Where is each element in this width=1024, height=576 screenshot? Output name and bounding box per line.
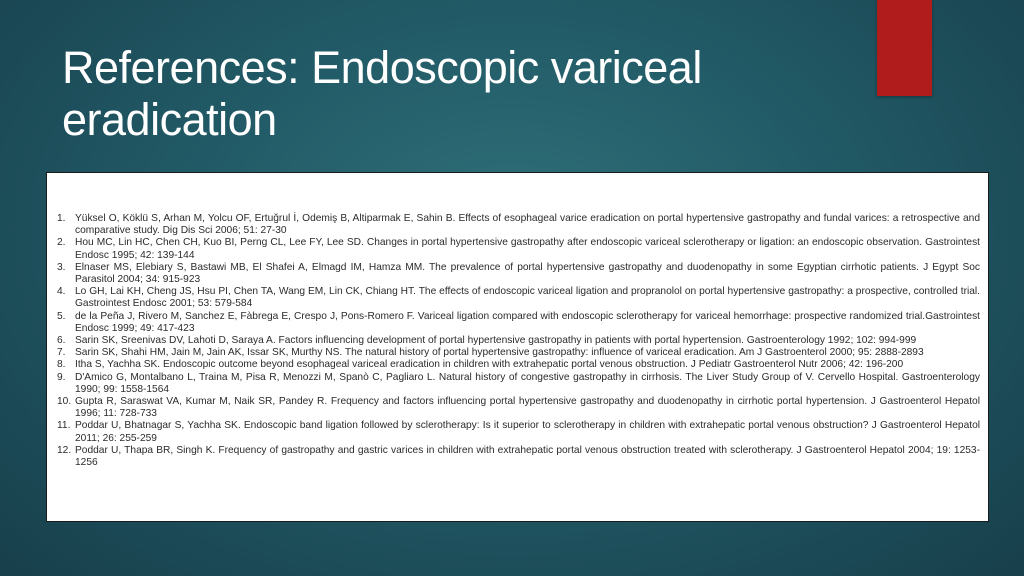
reference-number: 6. — [57, 335, 66, 347]
reference-text: Yüksel O, Köklü S, Arhan M, Yolcu OF, Ertuğrul İ, Odemiş B, Altiparmak E, Sahin B. Effects of esophageal varice eradication on portal hypertensive gastropathy and fundal varices: a retrospective and comparative study. Dig Dis Sci 2006; 51: 27-30 — [75, 213, 980, 237]
reference-text: D'Amico G, Montalbano L, Traina M, Pisa R, Menozzi M, Spanò C, Pagliaro L. Natural history of congestive gastropathy in cirrhosis. The Liver Study Group of V. Cervello Hospital. Gastroenterology 1990; 99: 1558-1564 — [75, 371, 980, 395]
reference-number: 1. — [57, 213, 66, 224]
reference-text: Elnaser MS, Elebiary S, Bastawi MB, El Shafei A, Elmagd IM, Hamza MM. The prevalence of portal hypertensive gastropathy and duodenopathy in some Egyptian cirrhotic patients. J Egypt Soc Parasitol 2004; 34: 915-923 — [75, 261, 980, 286]
title-line-2: eradication — [62, 94, 277, 145]
reference-number: 10. — [57, 396, 72, 408]
reference-text: Lo GH, Lai KH, Cheng JS, Hsu PI, Chen TA, Wang EM, Lin CK, Chiang HT. The effects of endoscopic variceal ligation and propranolol on portal hypertensive gastropathy: a prospective, controlled trial. Gastrointest Endosc 2001; 53: 579-584 — [75, 286, 980, 310]
reference-number: 7. — [57, 347, 66, 359]
reference-text: Gupta R, Saraswat VA, Kumar M, Naik SR, Pandey R. Frequency and factors influencing portal hypertensive gastropathy and duodenopathy in cirrhotic portal hypertension. J Gastroenterol Hepatol 1996; 11: 728-733 — [75, 396, 980, 420]
reference-item — [57, 237, 980, 261]
reference-text: de la Peña J, Rivero M, Sanchez E, Fàbrega E, Crespo J, Pons-Romero F. Variceal ligation compared with endoscopic sclerotherapy for variceal hemorrhage: prospective randomized trial.Gastrointest Endosc 1999; 49: 417-423 — [75, 310, 980, 334]
reference-number: 8. — [57, 359, 66, 371]
title-line-1: References: Endoscopic variceal — [62, 42, 702, 93]
reference-number: 3. — [57, 261, 66, 273]
reference-text: Sarin SK, Shahi HM, Jain M, Jain AK, Issar SK, Murthy NS. The natural history of portal hypertensive gastropathy: influence of variceal eradication. Am J Gastroenterol 2000; 95: 2888-2893 — [75, 347, 924, 359]
reference-number: 11. — [57, 420, 71, 432]
reference-text: Poddar U, Thapa BR, Singh K. Frequency of gastropathy and gastric varices in children with extrahepatic portal venous obstruction treated with sclerotherapy. J Gastroenterol Hepatol 2004; 19: 1253-1256 — [75, 444, 980, 469]
reference-item — [57, 262, 980, 286]
reference-item — [57, 213, 980, 237]
reference-text: Sarin SK, Sreenivas DV, Lahoti D, Saraya A. Factors influencing development of portal hypertensive gastropathy in patients with portal hypertension. Gastroenterology 1992; 102: 994-999 — [75, 335, 917, 347]
references-box — [46, 172, 989, 522]
reference-item — [57, 286, 980, 310]
reference-number: 4. — [57, 286, 66, 298]
reference-number: 9. — [57, 371, 66, 383]
reference-item — [57, 445, 980, 469]
reference-text: Hou MC, Lin HC, Chen CH, Kuo BI, Perng CL, Lee FY, Lee SD. Changes in portal hypertensive gastropathy after endoscopic variceal sclerotherapy or ligation: an endoscopic observation. Gastrointest Endosc 1995; 42: 139-144 — [75, 237, 980, 261]
reference-item — [57, 359, 980, 371]
reference-item — [57, 335, 980, 347]
slide-title — [62, 42, 842, 146]
reference-text: Itha S, Yachha SK. Endoscopic outcome beyond esophageal variceal eradication in children with extrahepatic portal venous obstruction. J Pediatr Gastroenterol Nutr 2006; 42: 196-200 — [75, 359, 904, 371]
reference-item — [57, 372, 980, 396]
reference-item — [57, 396, 980, 420]
references-list — [57, 213, 980, 469]
reference-number: 5. — [57, 310, 66, 322]
accent-bar — [877, 0, 932, 96]
reference-number: 12. — [57, 444, 72, 456]
reference-item — [57, 311, 980, 335]
reference-item — [57, 347, 980, 359]
reference-number: 2. — [57, 237, 66, 249]
reference-text: Poddar U, Bhatnagar S, Yachha SK. Endoscopic band ligation followed by sclerotherapy: Is it superior to sclerotherapy in children with extrahepatic portal venous obstruction? J Gastroenterol Hepatol 2011; 26: 255-259 — [75, 420, 980, 444]
reference-item — [57, 420, 980, 444]
